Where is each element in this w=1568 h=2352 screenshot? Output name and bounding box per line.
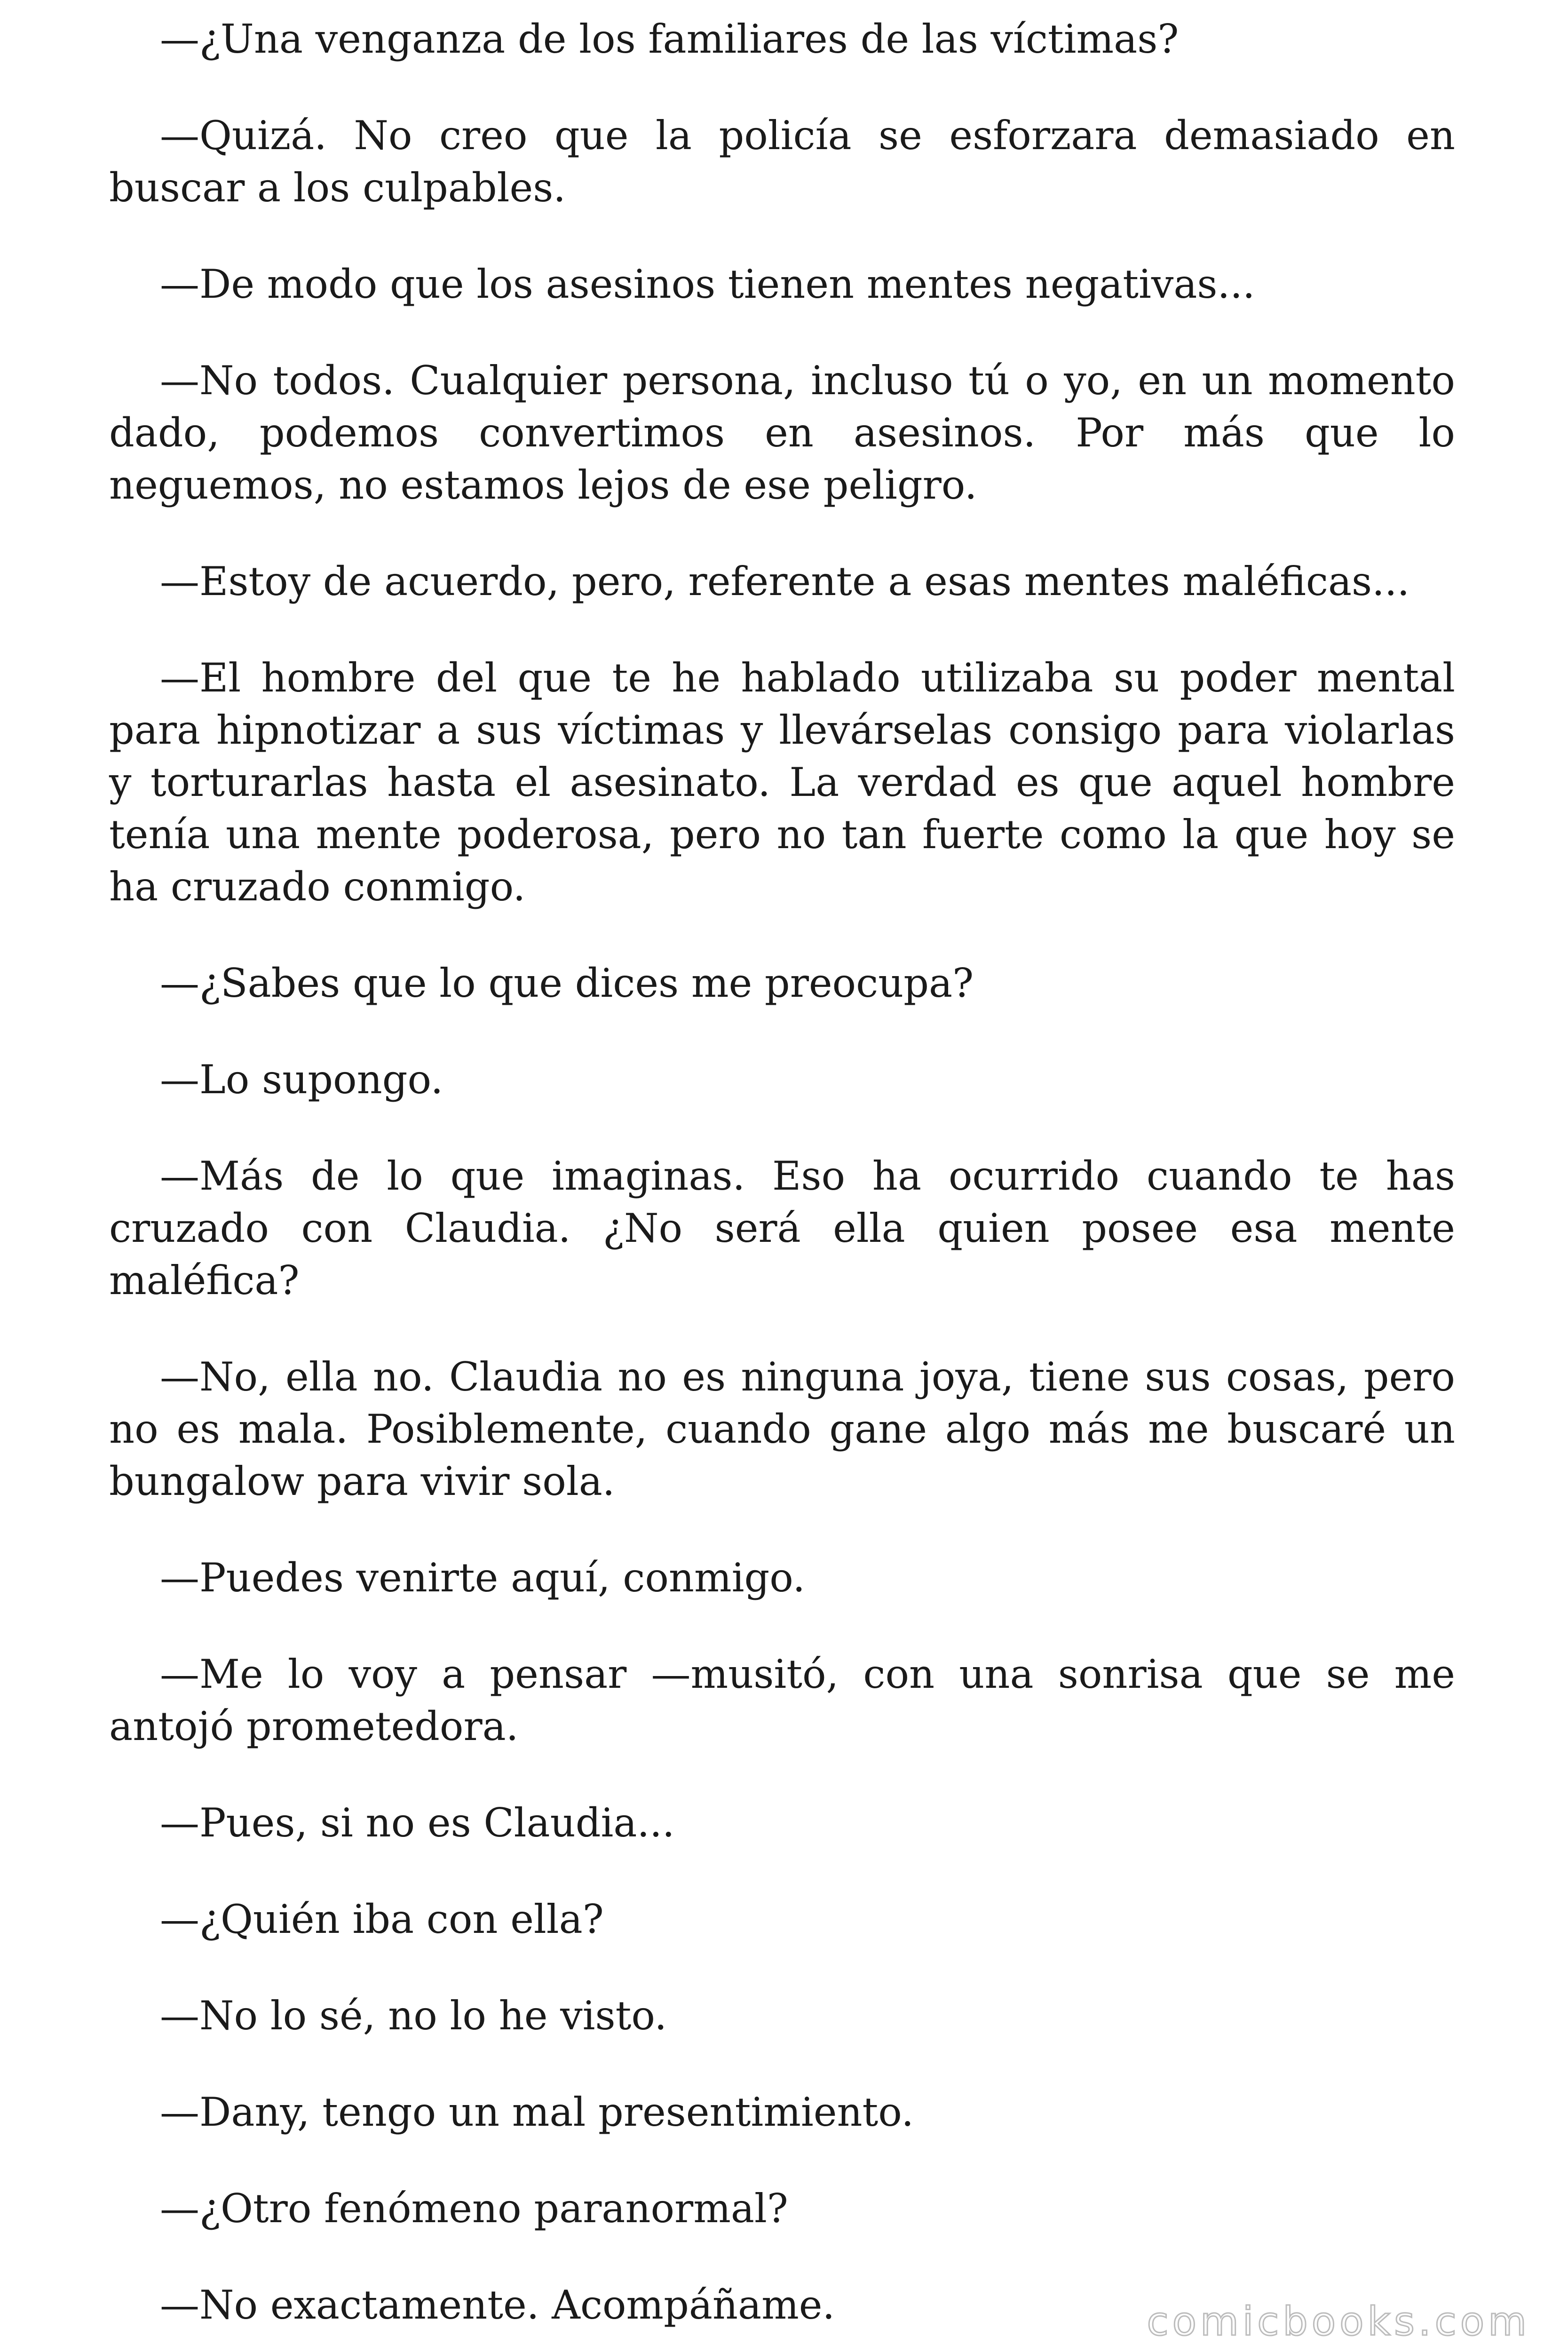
paragraph-2: —Quizá. No creo que la policía se esforzara demasiado en buscar a los culpables.	[109, 112, 1455, 211]
watermark: comicbooks.com	[1147, 2298, 1530, 2344]
paragraph-5: —Estoy de acuerdo, pero, referente a esas mentes maléficas...	[160, 558, 1410, 604]
paragraph-10: —No, ella no. Claudia no es ninguna joya, tiene sus cosas, pero no es mala. Posiblemente, cuando gane algo más me buscaré un bungalow para vivir sola.	[109, 1354, 1455, 1504]
paragraph-14: —¿Quién iba con ella?	[160, 1896, 604, 1942]
paragraph-6: —El hombre del que te he hablado utilizaba su poder mental para hipnotizar a sus víctimas y llevárselas consigo para violarlas y torturarlas hasta el asesinato. La verdad es que aquel hombre tenía una mente poderosa, pero no tan fuerte como la que hoy se ha cruzado conmigo.	[109, 655, 1455, 910]
paragraph-17: —¿Otro fenómeno paranormal?	[160, 2185, 788, 2232]
paragraph-16: —Dany, tengo un mal presentimiento.	[160, 2089, 914, 2135]
page-text	[109, 13, 1455, 2352]
paragraph-9: —Más de lo que imaginas. Eso ha ocurrido cuando te has cruzado con Claudia. ¿No será ella quien posee esa mente maléfica?	[109, 1153, 1455, 1303]
paragraph-11: —Puedes venirte aquí, conmigo.	[160, 1555, 806, 1601]
paragraph-7: —¿Sabes que lo que dices me preocupa?	[160, 960, 974, 1006]
paragraph-18: —No exactamente. Acompáñame.	[160, 2282, 835, 2328]
paragraph-12: —Me lo voy a pensar —musitó, con una sonrisa que se me antojó prometedora.	[109, 1651, 1455, 1749]
paragraph-8: —Lo supongo.	[160, 1057, 443, 1103]
paragraph-13: —Pues, si no es Claudia...	[160, 1800, 675, 1846]
paragraph-15: —No lo sé, no lo he visto.	[160, 1993, 667, 2039]
paragraph-4: —No todos. Cualquier persona, incluso tú o yo, en un momento dado, podemos convertimos en asesinos. Por más que lo neguemos, no estamos lejos de ese peligro.	[109, 358, 1455, 508]
paragraph-1: —¿Una venganza de los familiares de las víctimas?	[160, 16, 1179, 62]
paragraph-3: —De modo que los asesinos tienen mentes negativas...	[160, 261, 1255, 307]
